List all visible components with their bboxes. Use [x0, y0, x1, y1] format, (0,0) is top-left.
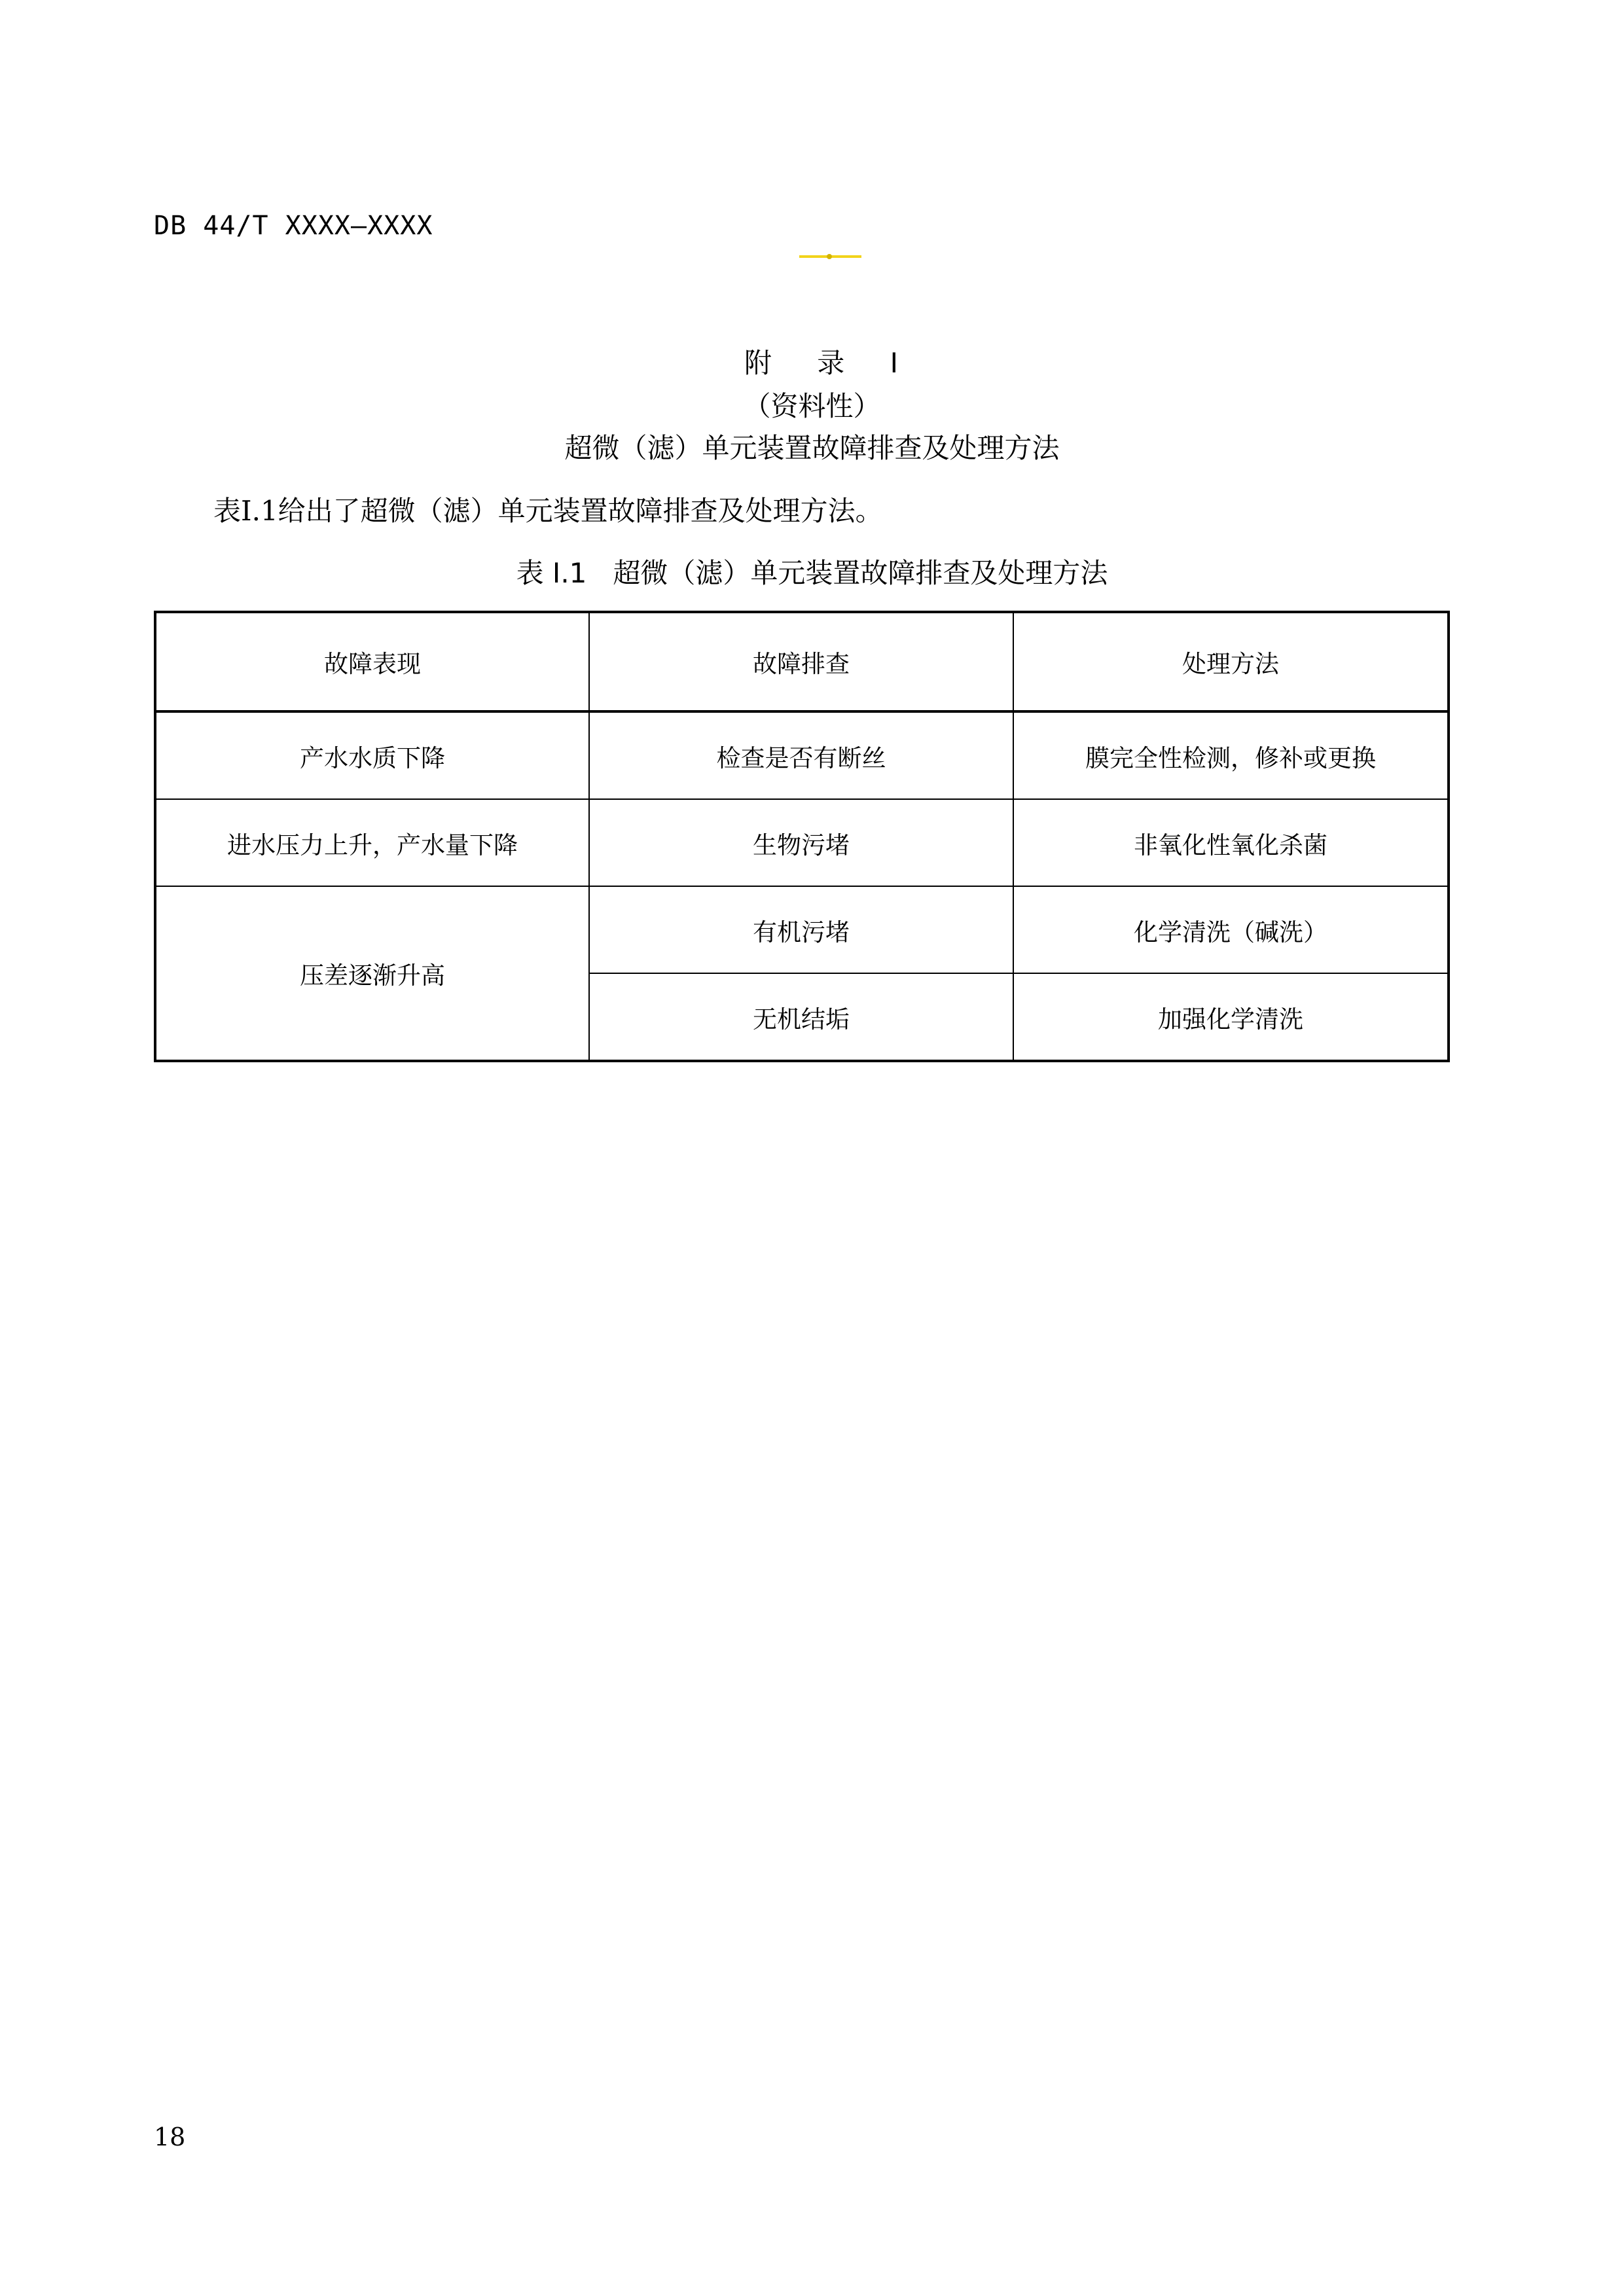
document-code: DB 44/T XXXX—XXXX — [154, 211, 433, 241]
table-caption-title: 超微（滤）单元装置故障排查及处理方法 — [613, 557, 1108, 589]
cell-method: 化学清洗（碱洗） — [1013, 886, 1449, 973]
table-header-row — [155, 612, 1449, 711]
cell-check: 检查是否有断丝 — [589, 711, 1013, 799]
appendix-kind: （资料性） — [743, 390, 881, 422]
cell-method: 非氧化性氧化杀菌 — [1013, 799, 1449, 886]
page-number: 18 — [154, 2123, 186, 2151]
appendix-title: 附 录 I — [744, 347, 917, 379]
table-caption — [0, 552, 1624, 591]
fault-table — [154, 611, 1450, 1062]
cell-check: 无机结垢 — [589, 973, 1013, 1061]
cell-check: 生物污堵 — [589, 799, 1013, 886]
column-header-check: 故障排查 — [589, 612, 1013, 711]
intro-paragraph: 表I.1给出了超微（滤）单元装置故障排查及处理方法。 — [213, 495, 883, 527]
table-row — [155, 799, 1449, 886]
cell-check: 有机污堵 — [589, 886, 1013, 973]
cell-symptom: 进水压力上升，产水量下降 — [155, 799, 589, 886]
appendix-heading: 超微（滤）单元装置故障排查及处理方法 — [564, 432, 1060, 464]
cell-method: 膜完全性检测，修补或更换 — [1013, 711, 1449, 799]
cell-symptom: 压差逐渐升高 — [155, 886, 589, 1061]
yellow-marker — [799, 255, 861, 258]
column-header-symptom: 故障表现 — [155, 612, 589, 711]
table-row — [155, 886, 1449, 973]
column-header-method: 处理方法 — [1013, 612, 1449, 711]
cell-symptom: 产水水质下降 — [155, 711, 589, 799]
table-row — [155, 711, 1449, 799]
table-caption-number: 表 I.1 — [516, 557, 587, 589]
cell-method: 加强化学清洗 — [1013, 973, 1449, 1061]
